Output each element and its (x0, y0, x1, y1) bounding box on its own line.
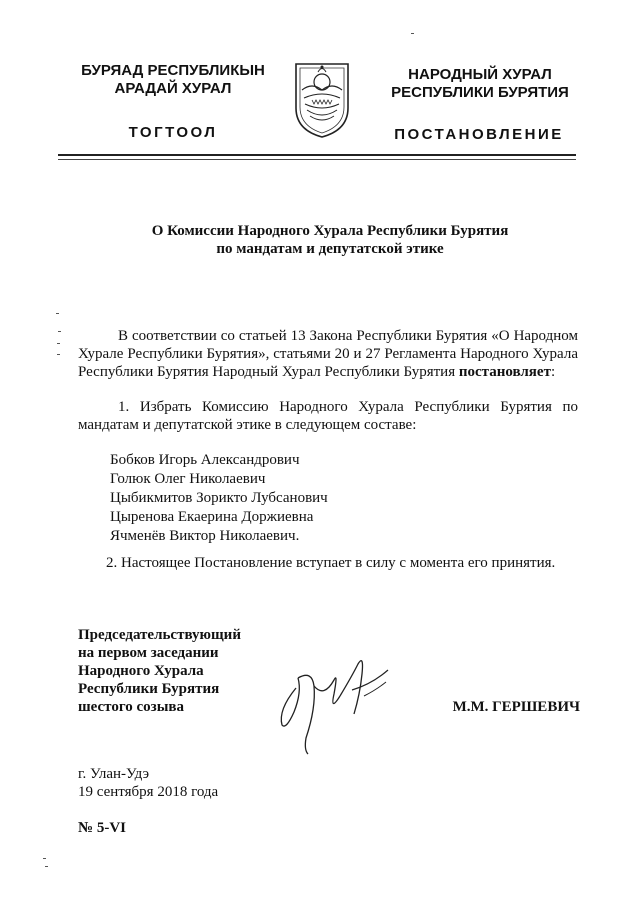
item-1-paragraph: 1. Избрать Комиссию Народного Хурала Республики Бурятия по мандатам и депутатской этике в следующем составе: (78, 399, 578, 433)
signatory-position (78, 626, 298, 716)
document-place-date (78, 765, 328, 801)
scan-speck (43, 858, 46, 859)
header-left-doc-type: ТОГТООЛ (128, 124, 218, 141)
signatory-position-line: шестого созыва (78, 699, 185, 715)
signatory-position-line: Народного Хурала (78, 663, 204, 679)
members-list (110, 451, 510, 545)
document-title-line1: О Комиссии Народного Хурала Республики Бурятия (151, 223, 509, 239)
list-item: Голюк Олег Николаевич (110, 471, 266, 487)
list-item: Цыренова Екаерина Доржиевна (110, 509, 314, 525)
header-right-block (374, 66, 586, 102)
list-item: Бобков Игорь Александрович (110, 452, 300, 468)
header-right-doc-type: ПОСТАНОВЛЕНИЕ (394, 126, 564, 143)
scan-speck (411, 33, 414, 34)
scan-speck (45, 866, 48, 867)
header-rule-thick (58, 154, 576, 156)
signatory-position-line: Республики Бурятия (78, 681, 220, 697)
document-title-line2: по мандатам и депутатской этике (216, 241, 444, 257)
document-city: г. Улан-Удэ (78, 766, 150, 782)
document-date: 19 сентября 2018 года (78, 784, 219, 800)
header-right-line2: РЕСПУБЛИКИ БУРЯТИЯ (391, 84, 569, 101)
handwritten-signature-icon (268, 650, 398, 760)
list-item: Ячменёв Виктор Николаевич. (110, 528, 300, 544)
scan-speck (57, 343, 60, 344)
header-rule-thin (58, 159, 576, 160)
list-item: Цыбикмитов Зорикто Лубсанович (110, 490, 328, 506)
document-number: № 5-VI (78, 820, 126, 836)
header-right-line1: НАРОДНЫЙ ХУРАЛ (408, 66, 552, 83)
header-left-block (68, 62, 278, 98)
scan-speck (57, 354, 60, 355)
preamble-verb: постановляет (458, 364, 551, 380)
scan-speck (56, 313, 59, 314)
document-title (80, 222, 580, 258)
signatory-name: М.М. ГЕРШЕВИЧ (452, 699, 580, 715)
scan-speck (58, 331, 61, 332)
signatory-position-line: Председательствующий (78, 627, 241, 643)
item-2-paragraph: 2. Настоящее Постановление вступает в силу с момента его принятия. (106, 555, 556, 571)
preamble-paragraph (78, 327, 578, 381)
header-left-line2: АРАДАЙ ХУРАЛ (114, 80, 232, 97)
signatory-position-line: на первом заседании (78, 645, 219, 661)
header-left-line1: БУРЯАД РЕСПУБЛИКЫН (81, 62, 265, 79)
preamble-end: : (550, 364, 556, 380)
preamble-text: В соответствии со статьей 13 Закона Республики Бурятия «О Народном Хурале Республики Бурятия», статьями 20 и 27 Регламента Народного Хурала Республики Бурятия Народный Хурал Республики Бурятия (78, 328, 578, 380)
coat-of-arms-icon (292, 60, 352, 140)
